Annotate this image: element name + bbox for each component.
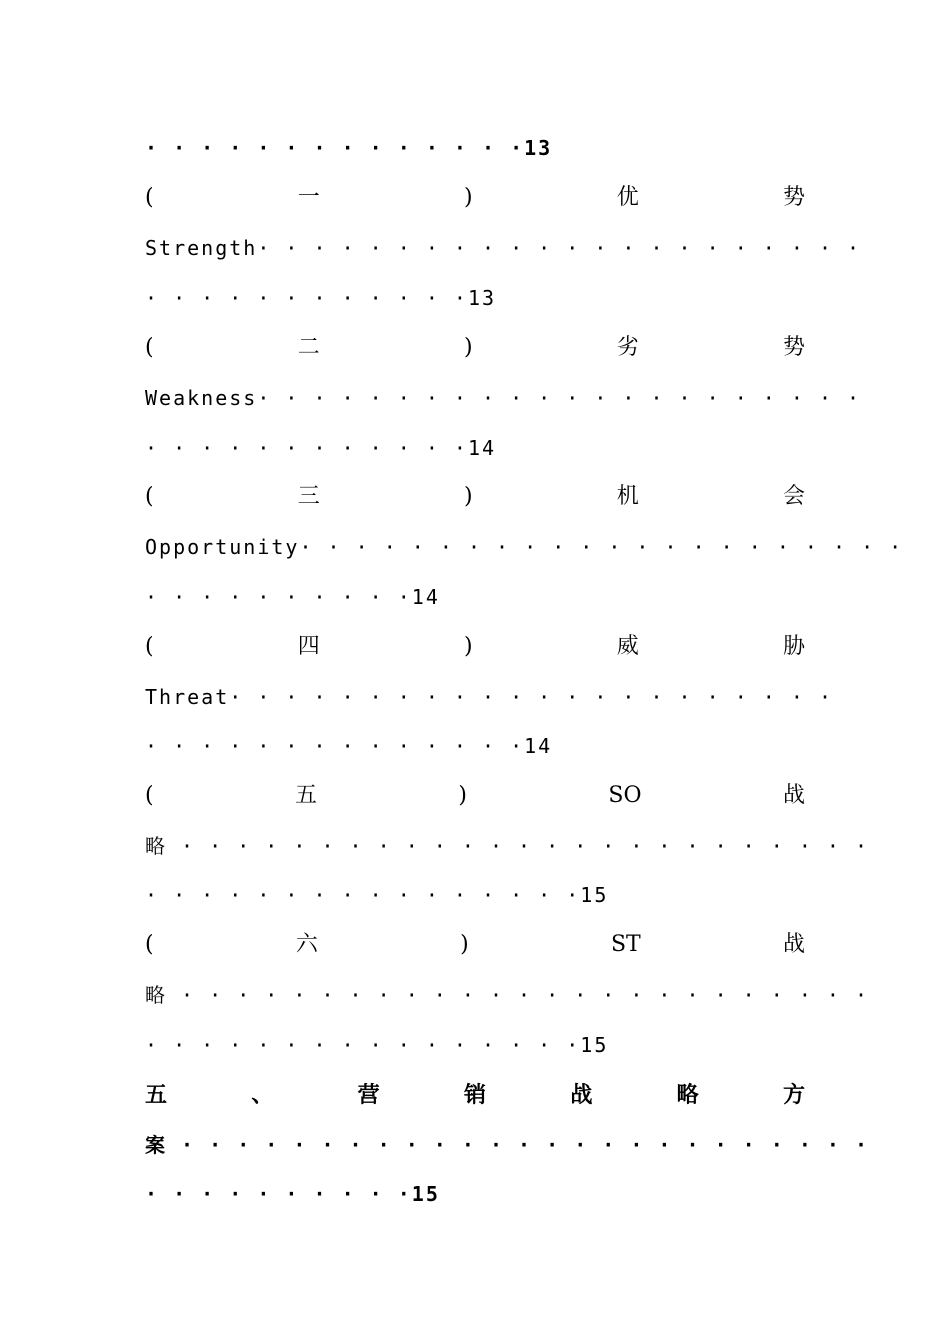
toc-line-page: · · · · · · · · · · · ·14 [145, 436, 497, 460]
entry-word: 战 [782, 783, 805, 808]
entry-number: 五 [295, 783, 318, 808]
entry-word: SO [608, 783, 642, 808]
entry-word: ST [610, 932, 641, 957]
toc-line-page: · · · · · · · · · · · ·13 [145, 286, 497, 310]
entry-word: 势 [782, 185, 805, 210]
entry-word: 营 [357, 1082, 380, 1108]
toc-line-st: 略 · · · · · · · · · · · · · · · · · · · · · · · · · [145, 983, 870, 1007]
toc-line-page: · · · · · · · · · ·14 [145, 585, 440, 609]
entry-word: 优 [616, 185, 639, 210]
entry-number: 三 [297, 484, 320, 509]
toc-line-weakness: Weakness· · · · · · · · · · · · · · · · · · · · · · [145, 386, 862, 410]
paren-open: ( [145, 335, 154, 360]
entry-number: 四 [297, 634, 320, 659]
paren-open: ( [145, 783, 154, 808]
toc-entry-opportunity-heading[interactable] [145, 477, 805, 517]
entry-word: 销 [463, 1082, 486, 1108]
toc-line-dots: · · · · · · · · · · · · · ·13 [145, 136, 553, 160]
paren-open: ( [145, 484, 154, 509]
paren-close: ) [463, 335, 473, 360]
toc-entry-st-heading[interactable] [145, 925, 805, 965]
paren-open: ( [145, 634, 154, 659]
entry-word: 、 [251, 1082, 274, 1108]
entry-number: 一 [297, 185, 320, 210]
paren-close: ) [463, 634, 473, 659]
paren-close: ) [463, 484, 473, 509]
toc-line-marketing: 案 · · · · · · · · · · · · · · · · · · · · · · · · · [145, 1133, 870, 1157]
toc-page [145, 0, 904, 1344]
entry-word: 机 [616, 484, 639, 509]
entry-word: 势 [782, 335, 805, 360]
paren-close: ) [463, 185, 473, 210]
toc-entry-strength-heading[interactable] [145, 178, 805, 218]
entry-number: 二 [297, 335, 320, 360]
entry-word: 威 [616, 634, 639, 659]
entry-word: 劣 [616, 335, 639, 360]
toc-entry-weakness-heading[interactable] [145, 328, 805, 368]
paren-open: ( [145, 185, 154, 210]
toc-line-strength: Strength· · · · · · · · · · · · · · · · · · · · · · [145, 236, 862, 260]
entry-word: 战 [570, 1082, 593, 1108]
toc-entry-threat-heading[interactable] [145, 627, 805, 667]
entry-word: 战 [782, 932, 805, 957]
entry-word: 会 [782, 484, 805, 509]
paren-close: ) [458, 783, 468, 808]
toc-line-page: · · · · · · · · · · · · · ·14 [145, 734, 553, 758]
entry-number: 六 [295, 932, 318, 957]
toc-line-opportunity: Opportunity· · · · · · · · · · · · · · · · · · · · · · [145, 535, 904, 559]
toc-entry-marketing-heading[interactable] [145, 1075, 805, 1115]
entry-word: 方 [782, 1082, 805, 1108]
toc-entry-so-heading[interactable] [145, 776, 805, 816]
toc-line-page: · · · · · · · · · · · · · · · ·15 [145, 1033, 609, 1057]
toc-line-page: · · · · · · · · · · · · · · · ·15 [145, 883, 609, 907]
paren-close: ) [460, 932, 469, 957]
entry-word: 胁 [782, 634, 805, 659]
toc-line-page: · · · · · · · · · ·15 [145, 1182, 440, 1206]
entry-word: 五 [145, 1082, 168, 1108]
paren-open: ( [145, 932, 154, 957]
toc-line-so: 略 · · · · · · · · · · · · · · · · · · · · · · · · · [145, 834, 870, 858]
toc-line-threat: Threat· · · · · · · · · · · · · · · · · · · · · · [145, 685, 834, 709]
entry-word: 略 [676, 1082, 699, 1108]
